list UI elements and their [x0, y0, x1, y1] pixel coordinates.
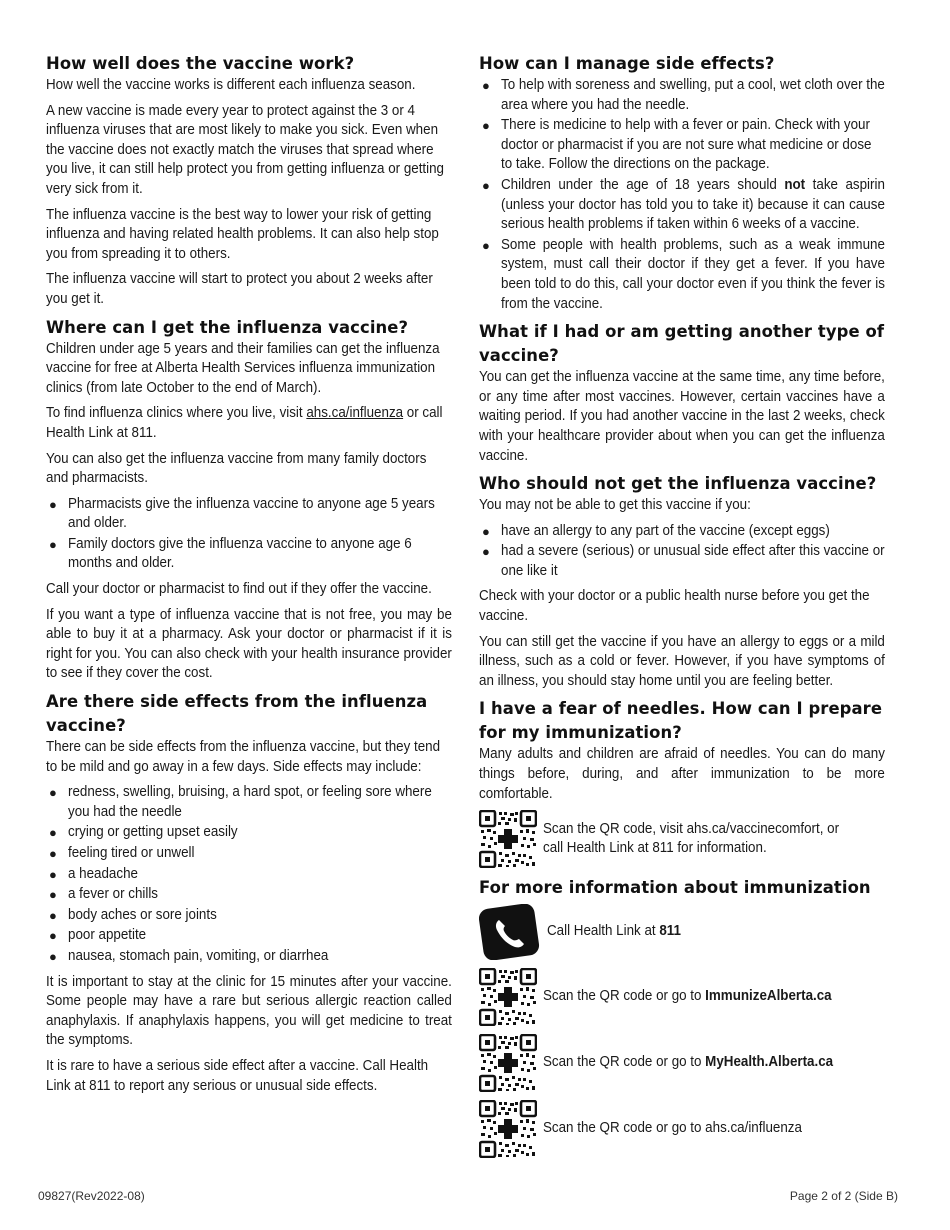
list-item: ● a headache	[49, 865, 138, 882]
contraindication-list	[479, 522, 885, 582]
section-fear-of-needles	[479, 697, 885, 868]
paragraph: The influenza vaccine will start to protect you about 2 weeks after you get it.	[46, 271, 433, 307]
health-link-text: Call Health Link at 811	[547, 923, 681, 940]
list-item: ● had a severe (serious) or unusual side effect after this vaccine or one like it	[482, 543, 885, 579]
section-who-should-not	[479, 472, 885, 691]
paragraph: Many adults and children are afraid of needles. You can do many things before, during, and after immunization to be more comfortable.	[479, 746, 885, 802]
immunize-alberta-link[interactable]: ImmunizeAlberta.ca	[705, 988, 832, 1005]
left-column	[46, 52, 452, 1102]
list-item: ● a fever or chills	[49, 886, 159, 903]
section-another-vaccine	[479, 320, 885, 466]
list-item: ● poor appetite	[49, 927, 147, 944]
paragraph: A new vaccine is made every year to protect against the 3 or 4 influenza viruses that are most likely to make you sick. Even when the vaccine does not exactly match the viruses that spread where you live, it can still help protect you from getting influenza or getting very sick from it.	[46, 102, 444, 197]
paragraph: There can be side effects from the influenza vaccine, but they tend to be mild and go away in a few days. Side effects may include:	[46, 739, 441, 775]
list-item: ● body aches or sore joints	[49, 906, 217, 923]
paragraph: Call your doctor or pharmacist to find out if they offer the vaccine.	[46, 581, 432, 598]
heading-fear-of-needles: I have a fear of needles. How can I prepare for my immunization?	[479, 699, 883, 743]
list-item: ● redness, swelling, bruising, a hard spot, or feeling sore where you had the needle	[49, 784, 432, 820]
paragraph: The influenza vaccine is the best way to lower your risk of getting influenza and having related health problems. It can also help stop you from spreading it to others.	[46, 206, 439, 262]
page-number: Page 2 of 2 (Side B)	[789, 1189, 898, 1203]
list-item: ● Some people with health problems, such as a weak immune system, must call their doctor if they get a fever. If you have been told to do this, call your doctor even if you think the fever is from the vaccine.	[482, 236, 885, 312]
myhealth-text: Scan the QR code or go to MyHealth.Alberta.ca	[543, 1054, 834, 1071]
ahs-influenza-link[interactable]: ahs.ca/influenza	[705, 1120, 802, 1137]
qr-code-icon[interactable]	[479, 1034, 537, 1092]
paragraph: How well the vaccine works is different each influenza season.	[46, 77, 416, 93]
qr-code-icon[interactable]	[479, 810, 537, 868]
vaccine-comfort-row	[479, 810, 885, 868]
ahs-influenza-row	[479, 1100, 885, 1158]
list-item: ● There is medicine to help with a fever or pain. Check with your doctor or pharmacist if you are not sure what medicine or dose to take. Follow the directions on the package.	[482, 117, 872, 173]
heading-who-should-not: Who should not get the influenza vaccine?	[479, 474, 877, 494]
health-link-row	[479, 904, 885, 960]
side-effects-list	[46, 783, 452, 966]
right-column	[479, 52, 885, 1166]
ahs-influenza-text: Scan the QR code or go to ahs.ca/influenza	[543, 1120, 802, 1137]
heading-more-info: For more information about immunization	[479, 878, 871, 898]
paragraph: It is important to stay at the clinic for 15 minutes after your vaccine. Some people may have a rare but serious allergic reaction called anaphylaxis. If anaphylaxis happens, you will get medicine to treat the symptoms.	[46, 973, 452, 1049]
paragraph: If you want a type of influenza vaccine that is not free, you may be able to buy it at a pharmacy. Ask your doctor or pharmacist if it is right for you. You can also check with your health insurance provider to see if they cover the cost.	[46, 606, 452, 682]
immunize-alberta-text: Scan the QR code or go to ImmunizeAlberta.ca	[543, 988, 832, 1005]
document-code: 09827(Rev2022-08)	[38, 1189, 145, 1203]
manage-list	[479, 76, 885, 314]
qr-code-icon[interactable]	[479, 1100, 537, 1158]
heading-manage-side-effects: How can I manage side effects?	[479, 54, 775, 73]
paragraph: Children under age 5 years and their families can get the influenza vaccine for free at Alberta Health Services influenza immunization clinics (from late October to the end of March).	[46, 340, 440, 396]
section-more-info	[479, 876, 885, 1158]
paragraph: It is rare to have a serious side effect after a vaccine. Call Health Link at 811 to report any serious or unusual side effects.	[46, 1057, 429, 1094]
section-side-effects	[46, 690, 452, 1096]
list-item: ● Pharmacists give the influenza vaccine to anyone age 5 years and older.	[49, 495, 435, 532]
list-item: ● Family doctors give the influenza vaccine to anyone age 6 months and older.	[49, 535, 412, 572]
heading-vaccine-effectiveness: How well does the vaccine work?	[46, 54, 355, 73]
list-item: ● feeling tired or unwell	[49, 845, 195, 861]
heading-another-vaccine: What if I had or am getting another type of vaccine?	[479, 322, 885, 366]
paragraph: You can still get the vaccine if you have an allergy to eggs or a mild illness, such as a cold or fever. However, if you have symptoms of an illness, you should stay home until you are feeling better.	[479, 633, 885, 689]
provider-list	[46, 495, 452, 574]
paragraph: You can also get the influenza vaccine from many family doctors and pharmacists.	[46, 450, 427, 487]
list-item: ● Children under the age of 18 years should not take aspirin (unless your doctor has told you to take it) because it can cause serious health problems if taken within 6 weeks of a vaccine.	[482, 176, 885, 233]
immunize-alberta-row	[479, 968, 885, 1026]
paragraph: You may not be able to get this vaccine if you:	[479, 497, 751, 514]
heading-side-effects: Are there side effects from the influenza vaccine?	[46, 692, 428, 736]
paragraph: Check with your doctor or a public health nurse before you get the vaccine.	[479, 588, 870, 625]
section-manage-side-effects	[479, 52, 885, 314]
myhealth-row	[479, 1034, 885, 1092]
list-item: ● have an allergy to any part of the vaccine (except eggs)	[482, 522, 830, 539]
paragraph: To find influenza clinics where you live, visit ahs.ca/influenza or call Health Link at 811.	[46, 405, 443, 441]
phone-icon	[479, 904, 541, 960]
qr-code-icon[interactable]	[479, 968, 537, 1026]
list-item: ● crying or getting upset easily	[49, 824, 238, 841]
section-where-to-get	[46, 316, 452, 685]
section-vaccine-effectiveness	[46, 52, 452, 310]
paragraph: You can get the influenza vaccine at the same time, any time before, or any time after most vaccines. However, certain vaccines have a waiting period. If you had another vaccine in the last 2 weeks, check with your healthcare provider about when you can get the influenza vaccine.	[479, 369, 885, 464]
heading-where-to-get: Where can I get the influenza vaccine?	[46, 317, 409, 337]
myhealth-link[interactable]: MyHealth.Alberta.ca	[705, 1054, 834, 1071]
list-item: ● To help with soreness and swelling, put a cool, wet cloth over the area where you had the needle.	[482, 77, 885, 113]
ahs-influenza-link[interactable]: ahs.ca/influenza	[306, 405, 404, 422]
vaccine-comfort-text: Scan the QR code, visit ahs.ca/vaccinecomfort, or call Health Link at 811 for information.	[543, 820, 840, 857]
list-item: ● nausea, stomach pain, vomiting, or diarrhea	[49, 947, 329, 964]
